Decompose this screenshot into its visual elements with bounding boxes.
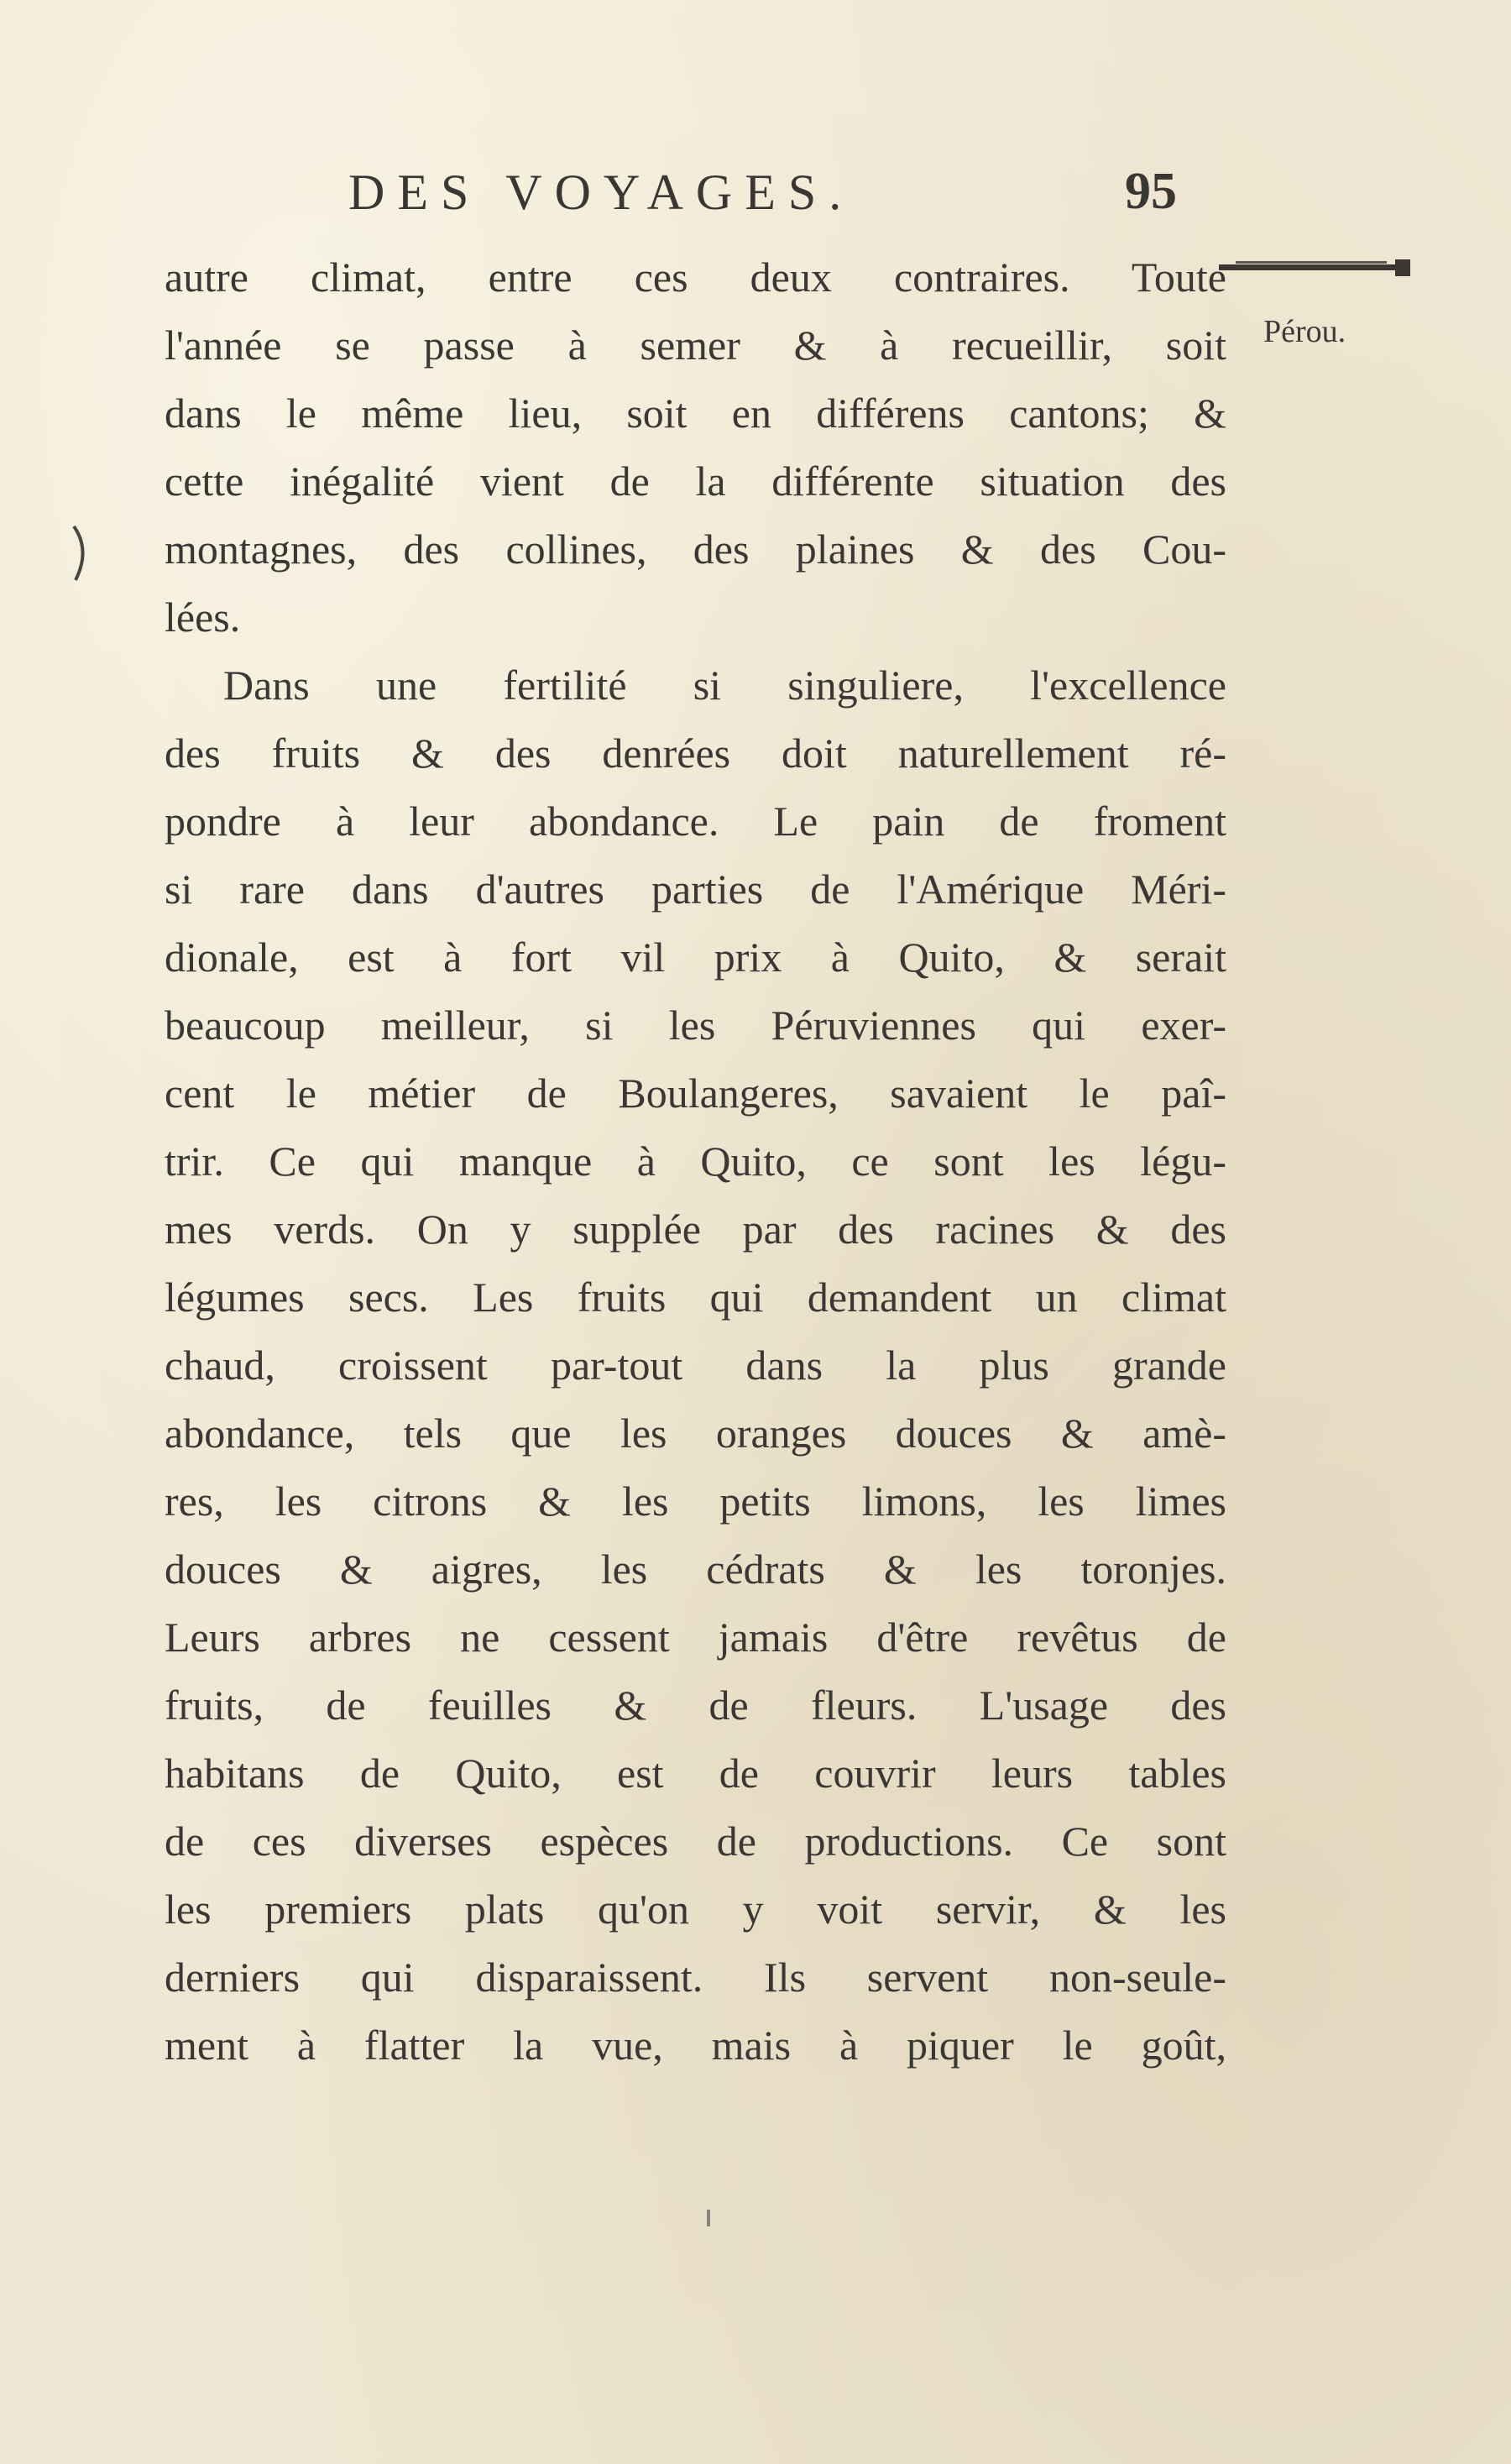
text-line: autre climat, entre ces deux contraires. Toute: [165, 254, 1226, 301]
text-line: trir. Ce qui manque à Quito, ce sont les légu-: [165, 1138, 1226, 1185]
text-line: cent le métier de Boulangeres, savaient le paî-: [165, 1070, 1226, 1117]
text-line: res, les citrons & les petits limons, les limes: [165, 1478, 1226, 1525]
text-line: mes verds. On y supplée par des racines & des: [165, 1206, 1226, 1253]
text-line: l'année se passe à semer & à recueillir, soit: [165, 322, 1226, 369]
margin-ink-mark: [69, 525, 94, 582]
text-line: beaucoup meilleur, si les Péruviennes qui exer-: [165, 1002, 1226, 1049]
text-line: dans le même lieu, soit en différens cantons; &: [165, 390, 1226, 437]
text-line: dionale, est à fort vil prix à Quito, & serait: [165, 934, 1226, 981]
text-line: pondre à leur abondance. Le pain de froment: [165, 798, 1226, 845]
text-line: Leurs arbres ne cessent jamais d'être revêtus de: [165, 1614, 1226, 1661]
running-head: DES VOYAGES.: [348, 165, 855, 220]
text-line: si rare dans d'autres parties de l'Amérique Méri-: [165, 866, 1226, 913]
text-line: les premiers plats qu'on y voit servir, & les: [165, 1886, 1226, 1933]
text-line: chaud, croissent par-tout dans la plus grande: [165, 1342, 1226, 1389]
text-line: ment à flatter la vue, mais à piquer le goût,: [165, 2022, 1226, 2069]
body-text: [165, 243, 1226, 2079]
text-line: derniers qui disparaissent. Ils servent non-seule-: [165, 1954, 1226, 2001]
page-number: 95: [1125, 163, 1177, 220]
text-line: lées.: [165, 594, 241, 641]
text-line: de ces diverses espèces de productions. Ce sont: [165, 1818, 1226, 1865]
margin-note: Pérou.: [1263, 314, 1346, 349]
text-line: habitans de Quito, est de couvrir leurs tables: [165, 1750, 1226, 1797]
paper-speck: [707, 2210, 710, 2226]
text-line: douces & aigres, les cédrats & les toronjes.: [165, 1546, 1226, 1593]
text-line: fruits, de feuilles & de fleurs. L'usage des: [165, 1682, 1226, 1729]
text-line: Dans une fertilité si singuliere, l'excellence: [223, 662, 1226, 709]
text-line: abondance, tels que les oranges douces & amè-: [165, 1410, 1226, 1457]
text-line: des fruits & des denrées doit naturellement ré-: [165, 730, 1226, 777]
text-line: légumes secs. Les fruits qui demandent un climat: [165, 1274, 1226, 1321]
text-line: montagnes, des collines, des plaines & des Cou-: [165, 526, 1226, 573]
marginal-rule-ornament: [1219, 259, 1410, 276]
text-line: cette inégalité vient de la différente situation des: [165, 458, 1226, 505]
